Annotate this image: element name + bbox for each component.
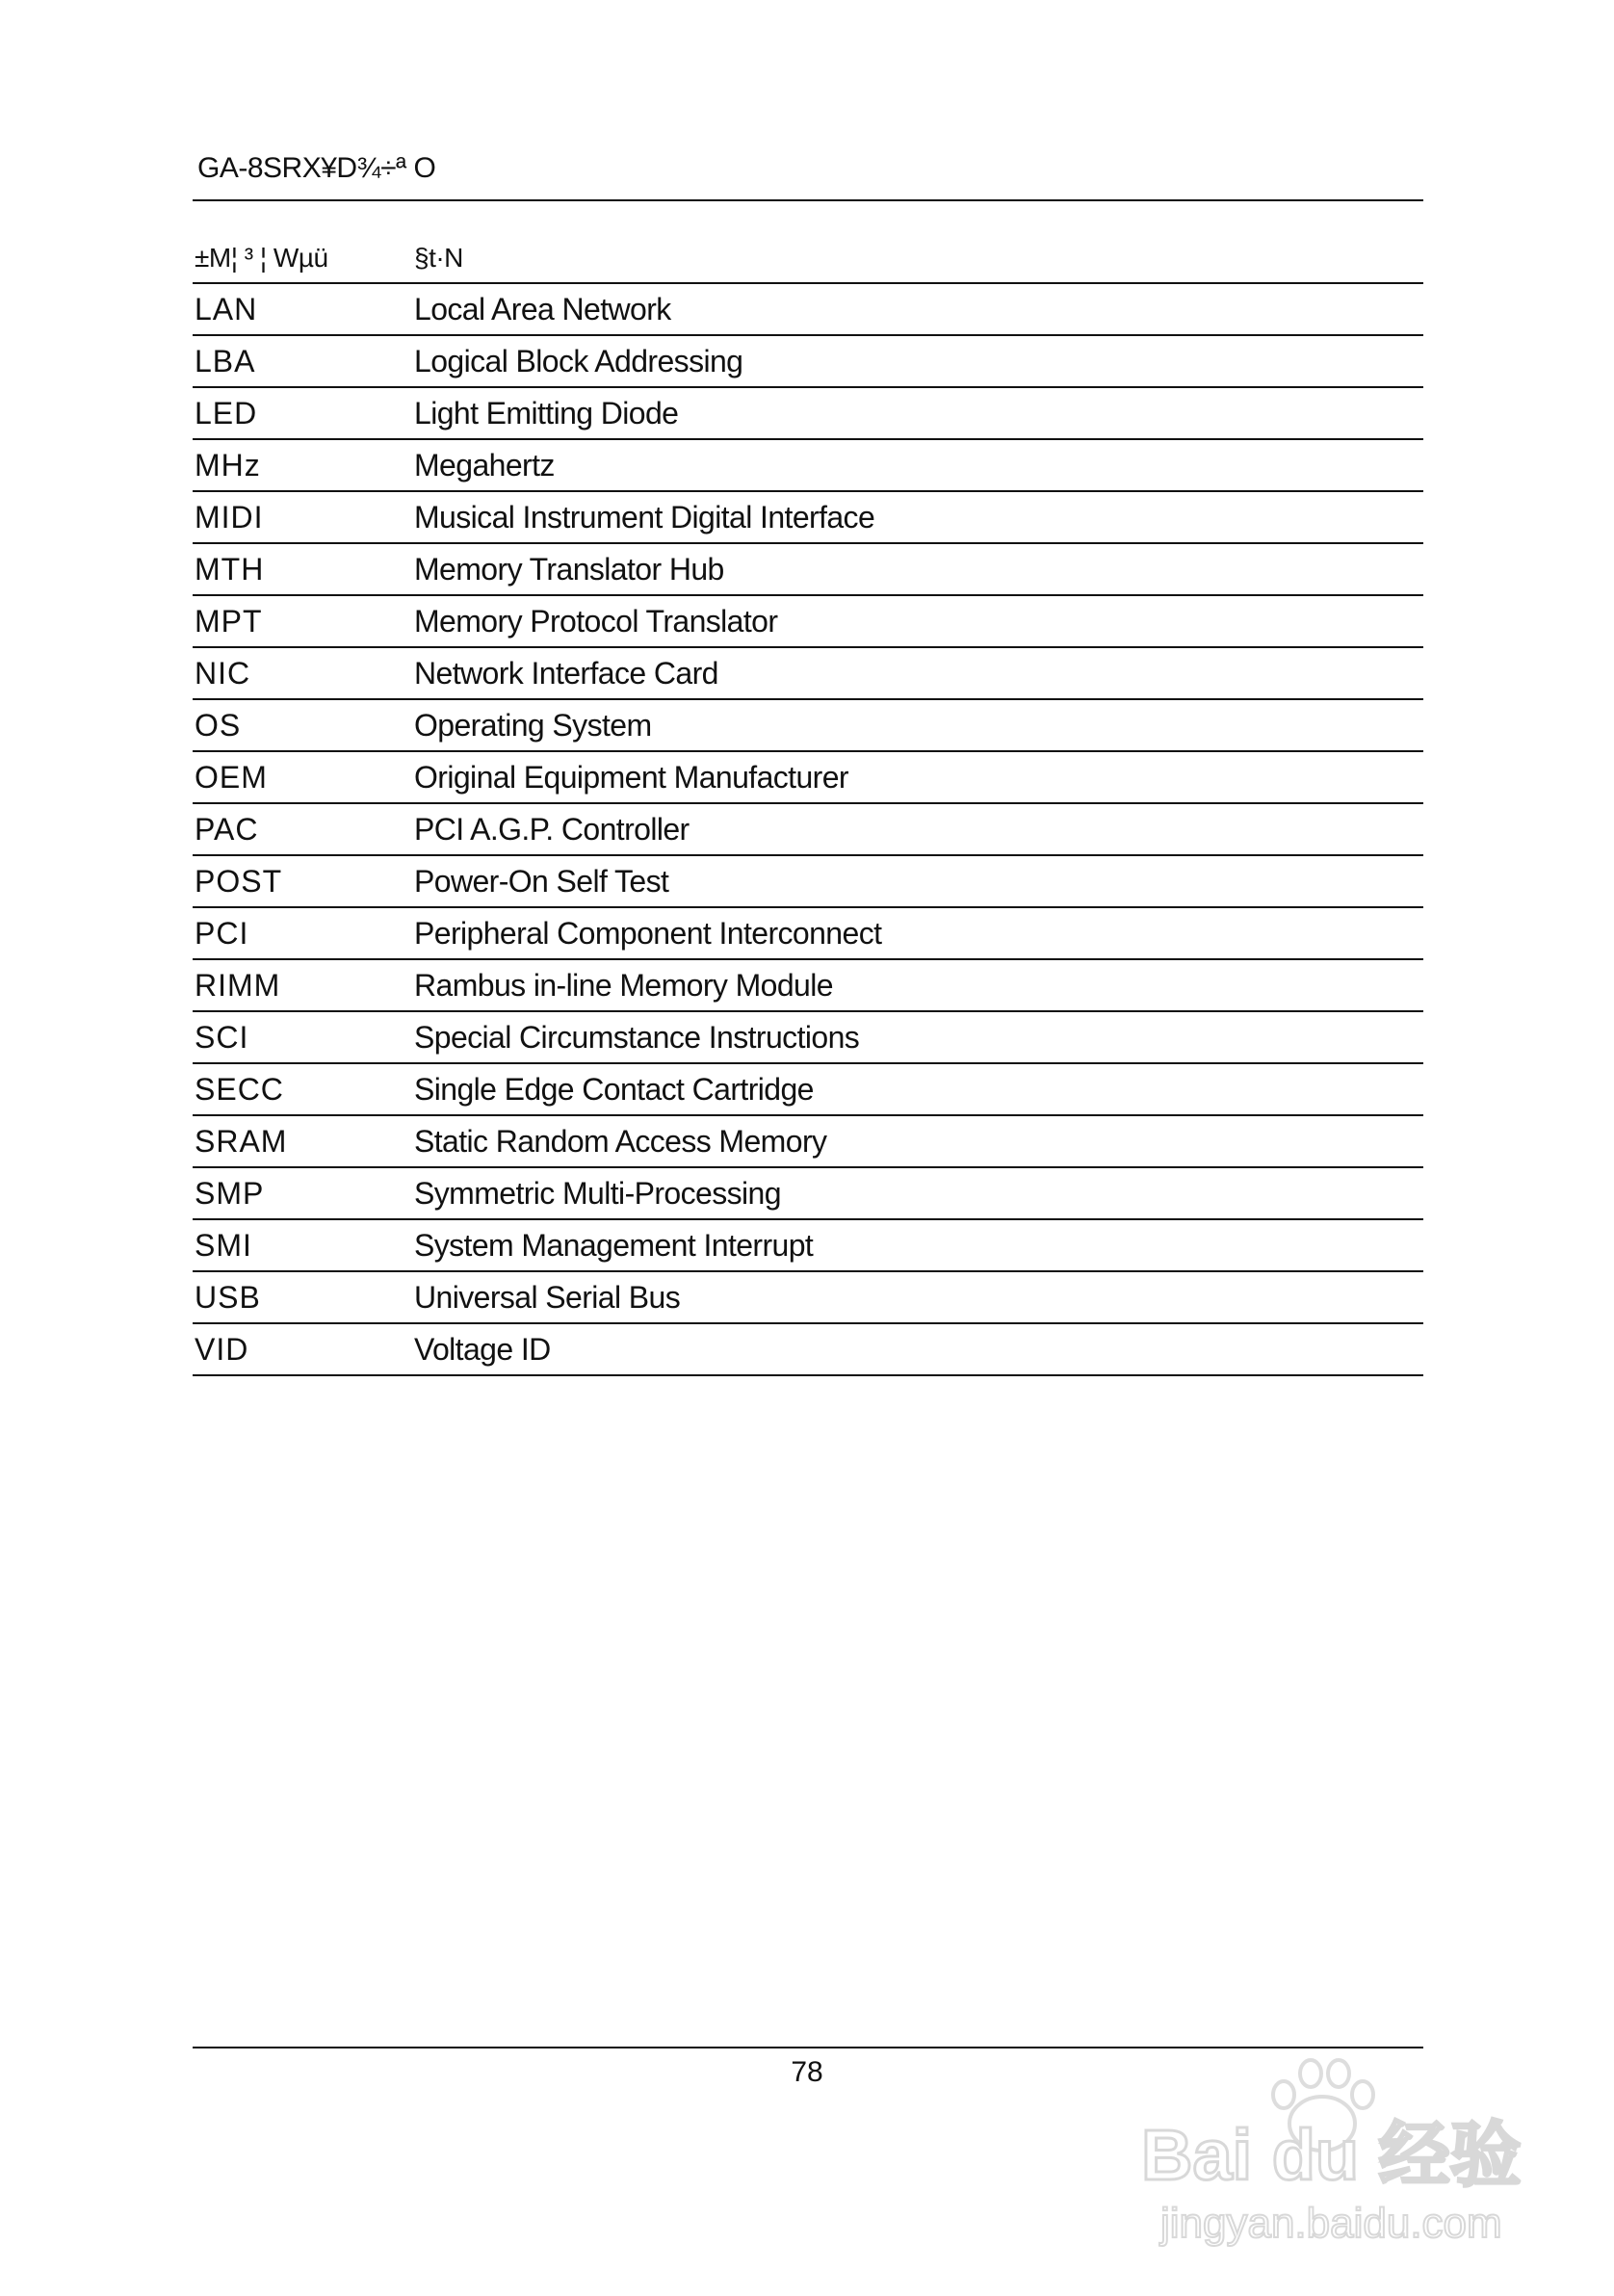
- meaning-cell: Rambus in-line Memory Module: [412, 959, 1423, 1011]
- abbreviation-cell: SRAM: [193, 1115, 412, 1167]
- table-row: [193, 387, 1423, 439]
- abbreviation-cell: LED: [193, 387, 412, 439]
- abbreviation-cell: OS: [193, 699, 412, 751]
- meaning-cell: Operating System: [412, 699, 1423, 751]
- table-row: [193, 595, 1423, 647]
- footer-divider: [193, 2047, 1423, 2048]
- watermark-url: jingyan.baidu.com: [1160, 2200, 1502, 2247]
- meaning-cell: Peripheral Component Interconnect: [412, 907, 1423, 959]
- meaning-cell: Megahertz: [412, 439, 1423, 491]
- abbreviation-cell: MTH: [193, 543, 412, 595]
- abbreviation-cell: OEM: [193, 751, 412, 803]
- meaning-cell: Memory Protocol Translator: [412, 595, 1423, 647]
- table-row: [193, 1271, 1423, 1323]
- abbreviation-cell: VID: [193, 1323, 412, 1375]
- table-row: [193, 855, 1423, 907]
- page-number: 78: [791, 2056, 823, 2088]
- table-row: [193, 335, 1423, 387]
- column-header-abbreviation: ±M¦ ³ ¦ Wµü: [193, 234, 412, 283]
- abbreviation-cell: SMP: [193, 1167, 412, 1219]
- table-row: [193, 1219, 1423, 1271]
- meaning-cell: PCI A.G.P. Controller: [412, 803, 1423, 855]
- glossary-rows: [193, 283, 1423, 1375]
- meaning-cell: Memory Translator Hub: [412, 543, 1423, 595]
- meaning-cell: System Management Interrupt: [412, 1219, 1423, 1271]
- table-row: [193, 543, 1423, 595]
- meaning-cell: Symmetric Multi-Processing: [412, 1167, 1423, 1219]
- abbreviation-cell: SMI: [193, 1219, 412, 1271]
- abbreviation-cell: LBA: [193, 335, 412, 387]
- meaning-cell: Single Edge Contact Cartridge: [412, 1063, 1423, 1115]
- meaning-cell: Special Circumstance Instructions: [412, 1011, 1423, 1063]
- abbreviation-cell: MHz: [193, 439, 412, 491]
- abbreviation-cell: NIC: [193, 647, 412, 699]
- table-row: [193, 647, 1423, 699]
- table-row: [193, 491, 1423, 543]
- table-row: [193, 1115, 1423, 1167]
- meaning-cell: Logical Block Addressing: [412, 335, 1423, 387]
- table-row: [193, 751, 1423, 803]
- abbreviation-cell: LAN: [193, 283, 412, 335]
- table-row: [193, 439, 1423, 491]
- table-row: [193, 699, 1423, 751]
- abbreviation-cell: MPT: [193, 595, 412, 647]
- abbreviation-cell: RIMM: [193, 959, 412, 1011]
- meaning-cell: Original Equipment Manufacturer: [412, 751, 1423, 803]
- meaning-cell: Musical Instrument Digital Interface: [412, 491, 1423, 543]
- meaning-cell: Power-On Self Test: [412, 855, 1423, 907]
- baidu-jingyan-watermark: [1141, 2056, 1546, 2249]
- table-row: [193, 283, 1423, 335]
- glossary-table: [193, 234, 1423, 1376]
- abbreviation-cell: PAC: [193, 803, 412, 855]
- meaning-cell: Network Interface Card: [412, 647, 1423, 699]
- abbreviation-cell: MIDI: [193, 491, 412, 543]
- table-row: [193, 1063, 1423, 1115]
- abbreviation-cell: PCI: [193, 907, 412, 959]
- table-row: [193, 959, 1423, 1011]
- abbreviation-cell: POST: [193, 855, 412, 907]
- abbreviation-cell: SECC: [193, 1063, 412, 1115]
- abbreviation-cell: SCI: [193, 1011, 412, 1063]
- header-divider: [193, 199, 1423, 201]
- table-row: [193, 1011, 1423, 1063]
- table-row: [193, 907, 1423, 959]
- column-header-meaning: §t·N: [412, 234, 1423, 283]
- table-header-row: [193, 234, 1423, 283]
- meaning-cell: Voltage ID: [412, 1323, 1423, 1375]
- header-title: GA-8SRX¥D¾÷ª O: [197, 152, 436, 184]
- abbreviation-cell: USB: [193, 1271, 412, 1323]
- meaning-cell: Universal Serial Bus: [412, 1271, 1423, 1323]
- meaning-cell: Local Area Network: [412, 283, 1423, 335]
- watermark-brand: Bai du 经验: [1141, 2115, 1522, 2195]
- table-row: [193, 1323, 1423, 1375]
- table-row: [193, 1167, 1423, 1219]
- meaning-cell: Static Random Access Memory: [412, 1115, 1423, 1167]
- meaning-cell: Light Emitting Diode: [412, 387, 1423, 439]
- table-row: [193, 803, 1423, 855]
